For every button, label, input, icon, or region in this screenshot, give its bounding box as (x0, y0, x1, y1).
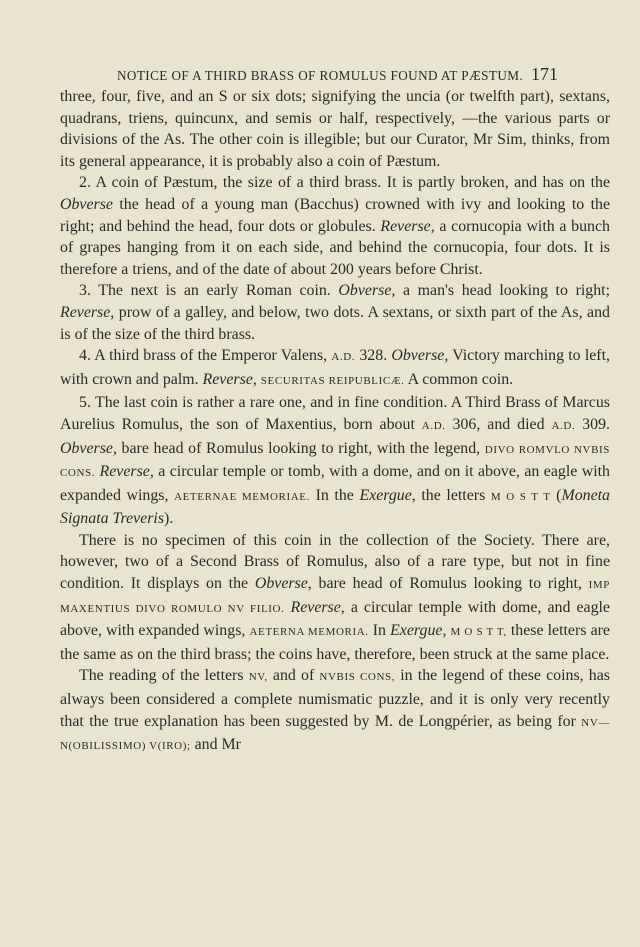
paragraph-continued: three, four, five, and an S or six dots; signifying the uncia (or twelfth part), sextans, quadrans, triens, quincunx, and semis or half, respectively, —the various parts or divisions of the As. The other coin is illegible; but our Curator, Mr Sim, thinks, from its general appearance, it is probably also a coin of Pæstum. (60, 88, 610, 170)
paragraph-coin-4: 4. A third brass of the Emperor Valens, A.D. 328. Obverse, Victory marching to left, with crown and palm. Reverse, SECURITAS REIPUBLICÆ. A common coin. (60, 347, 610, 388)
page-body (60, 86, 610, 758)
paragraph-coin-2: 2. A coin of Pæstum, the size of a third brass. It is partly broken, and has on the Obverse the head of a young man (Bacchus) crowned with ivy and looking to the right; and behind the head, four dots or globules. Reverse, a cornucopia with a bunch of grapes hanging from it on each side, and behind the cornucopia, four dots. It is therefore a triens, and of the date of about 200 years before Christ. (60, 174, 610, 278)
running-head: NOTICE OF A THIRD BRASS OF ROMULUS FOUND AT PÆSTUM. (117, 68, 524, 83)
paragraph-society-collection: There is no specimen of this coin in the collection of the Society. There are, however, two of a Second Brass of Romulus, also of a rare type, but not in fine condition. It displays on the Obverse, bare head of Romulus looking to right, IMP MAXENTIUS DIVO ROMULO NV FILIO. Reverse, a circular temple with dome, and eagle above, with expanded wings, AETERNA MEMORIA. In Exergue, M O S T T, these letters are the same as on the third brass; the coins have, therefore, been struck at the same place. (60, 531, 610, 663)
paragraph-legend-reading: The reading of the letters NV, and of NVBIS CONS, in the legend of these coins, has always been considered a complete numismatic puzzle, and it is only very recently that the true explanation has been suggested by M. de Longpérier, as being for NV—N(OBILISSIMO) V(IRO); and Mr (60, 667, 610, 754)
page-number: 171 (531, 64, 558, 84)
paragraph-coin-5: 5. The last coin is rather a rare one, and in fine condition. A Third Brass of Marcus Aurelius Romulus, the son of Maxentius, born about A.D. 306, and died A.D. 309. Obverse, bare head of Romulus looking to right, with the legend, DIVO ROMVLO NVBIS CONS. Reverse, a circular temple or tomb, with a dome, and on it above, an eagle with expanded wings, AETERNAE MEMORIAE. In the Exergue, the letters M O S T T (Moneta Signata Treveris). (60, 394, 610, 528)
paragraph-coin-3: 3. The next is an early Roman coin. Obverse, a man's head looking to right; Reverse, prow of a galley, and below, two dots. A sextans, or sixth part of the As, and is of the size of the third brass. (60, 282, 610, 343)
